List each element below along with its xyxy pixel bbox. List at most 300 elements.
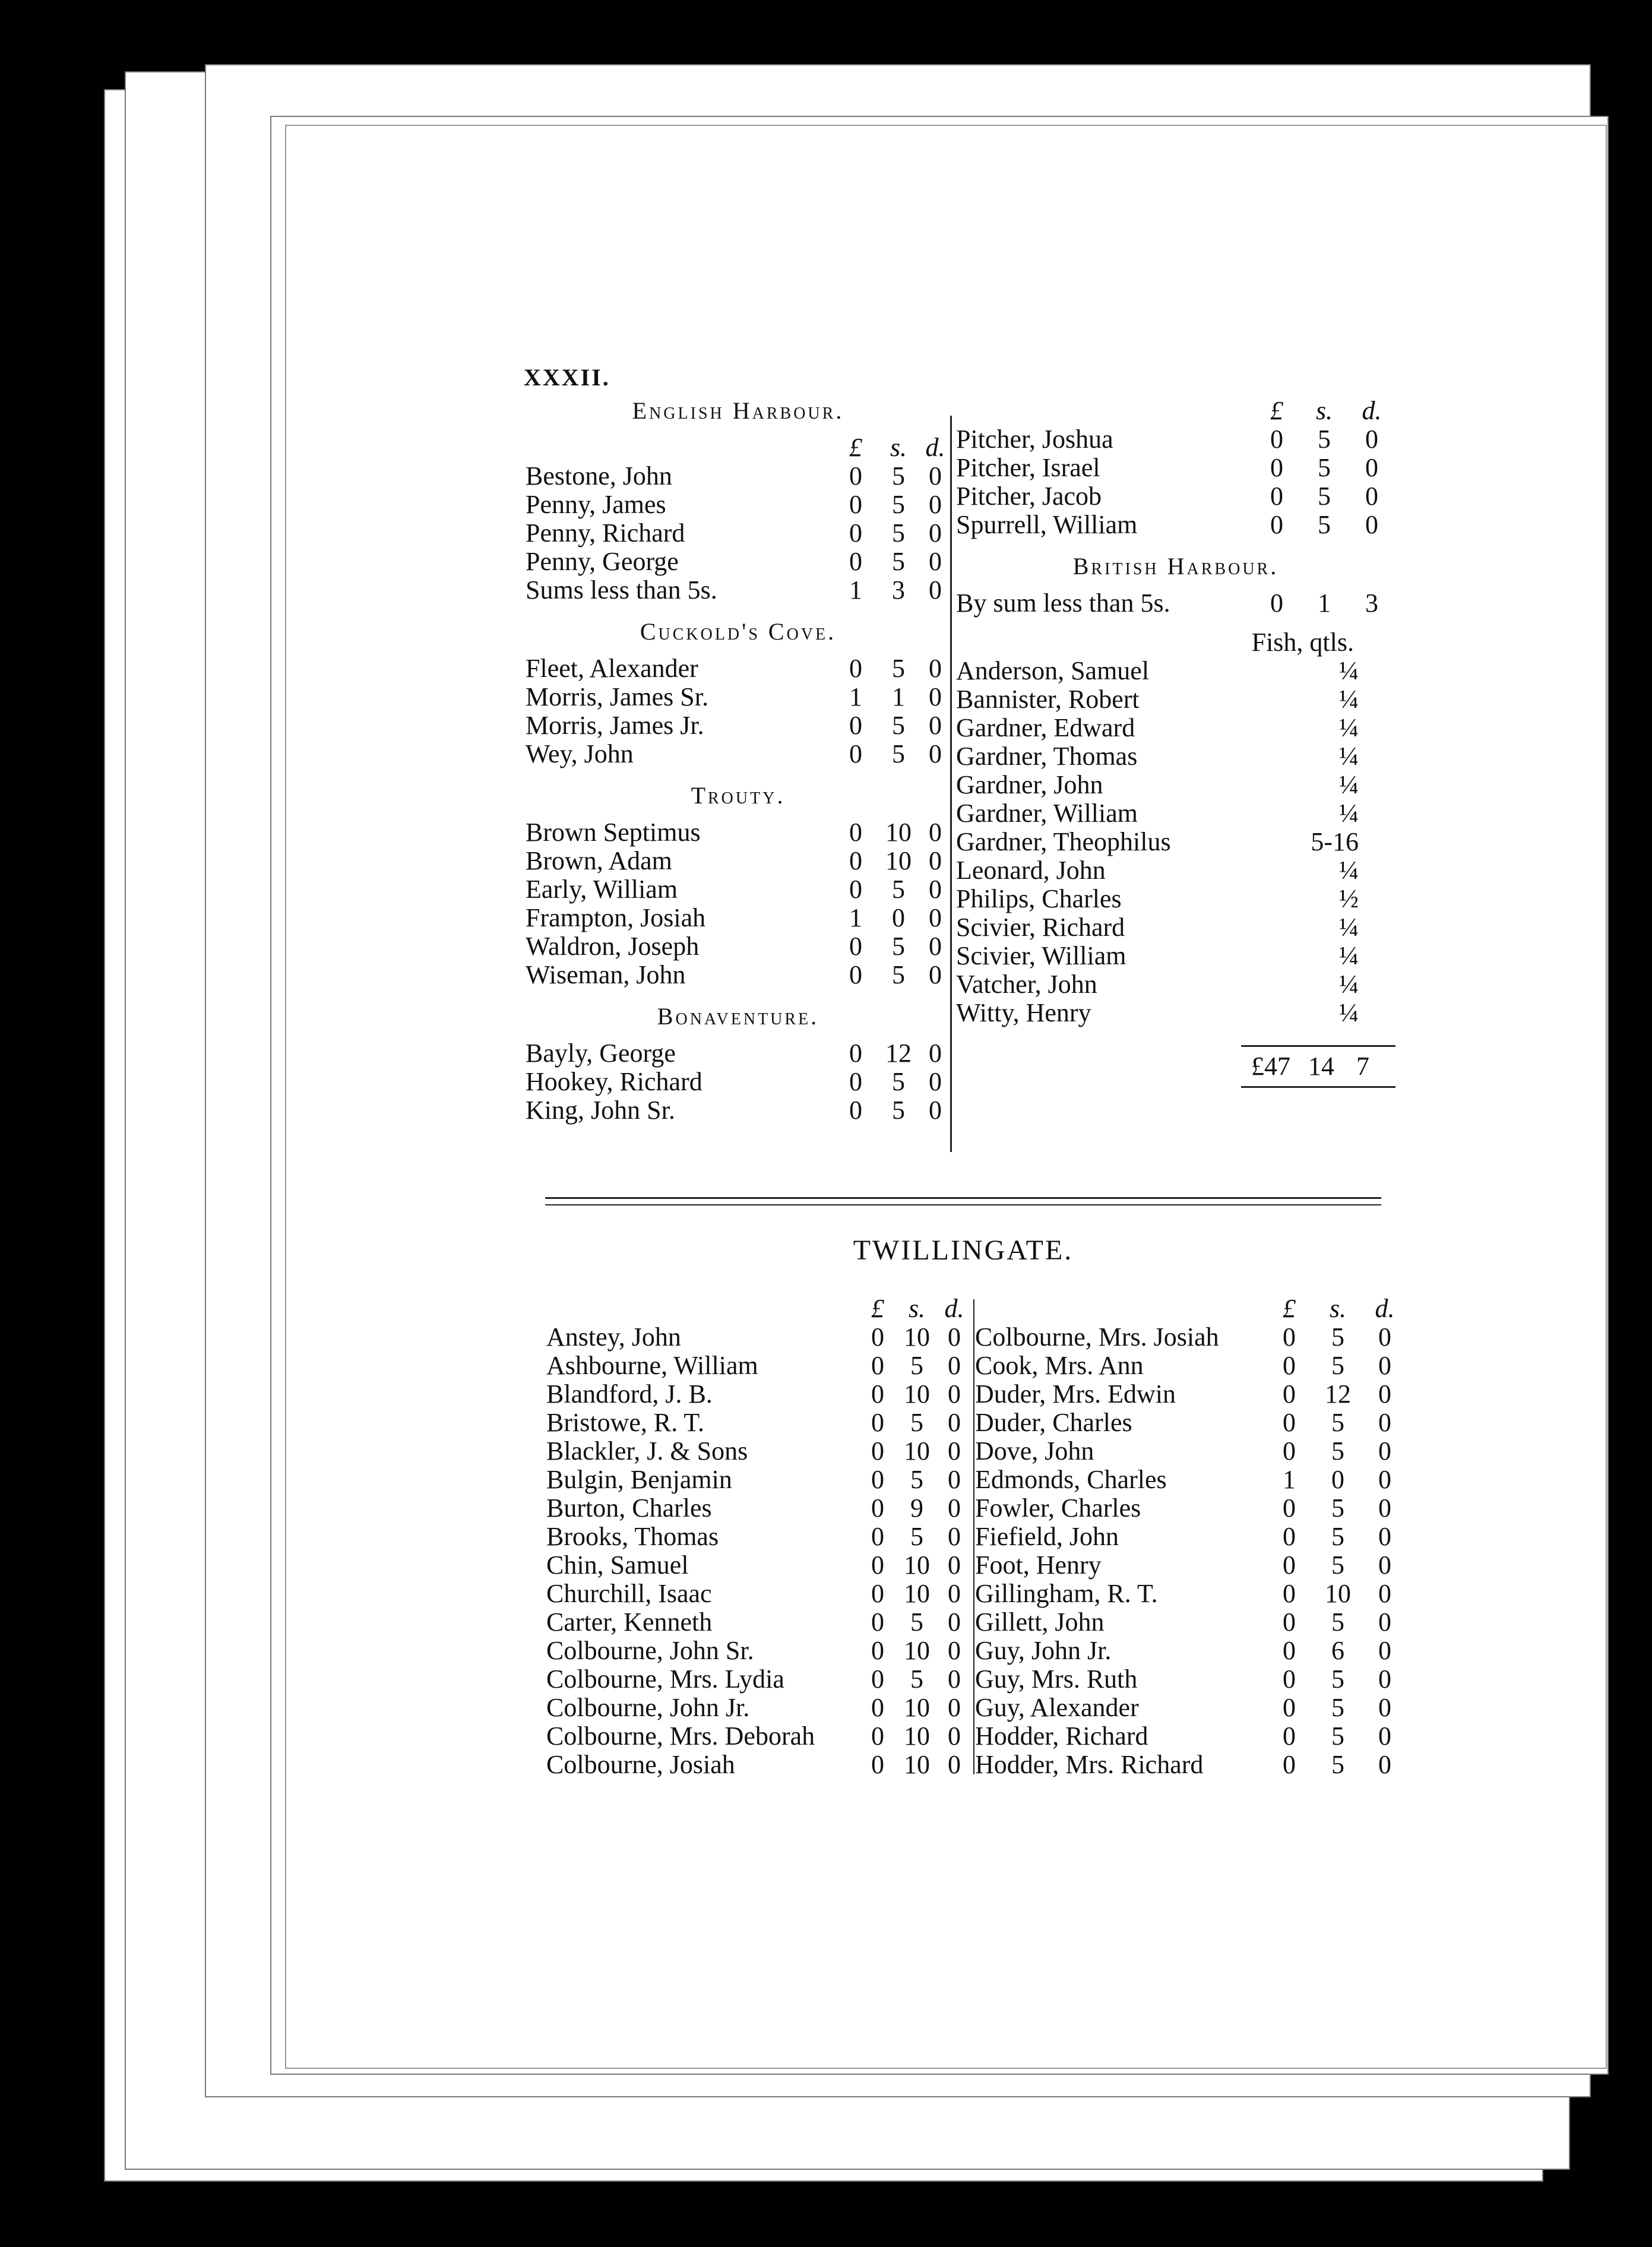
ledger-row bbox=[526, 576, 951, 605]
fish-row bbox=[956, 714, 1395, 742]
subscriber-name: Penny, Richard bbox=[526, 519, 685, 547]
section-heading: Cuckold's Cove. bbox=[640, 618, 837, 645]
subscriber-name: Duder, Charles bbox=[975, 1409, 1132, 1437]
fish-quantity: ¼ bbox=[1339, 913, 1359, 942]
ledger-row bbox=[975, 1608, 1407, 1637]
amount-shillings: 5 bbox=[892, 875, 905, 904]
amount-shillings: 1 bbox=[892, 682, 905, 711]
subscriber-name: Gardner, Theophilus bbox=[956, 828, 1171, 856]
amount-shillings: 0 bbox=[892, 903, 905, 932]
subscriber-name: Pitcher, Israel bbox=[956, 454, 1100, 482]
amount-pence: 0 bbox=[1365, 482, 1378, 511]
subscriber-name: Colbourne, John Jr. bbox=[546, 1694, 750, 1722]
amount-shillings: 5 bbox=[892, 547, 905, 576]
subscriber-name: Early, William bbox=[526, 875, 678, 904]
unit-pence: d. bbox=[1362, 396, 1382, 425]
amount-pounds: 0 bbox=[1283, 1550, 1296, 1580]
ledger-row bbox=[526, 519, 951, 547]
subscriber-name: Edmonds, Charles bbox=[975, 1466, 1167, 1494]
amount-pounds: 0 bbox=[871, 1408, 884, 1437]
amount-pounds: 0 bbox=[849, 1096, 862, 1125]
amount-pounds: 0 bbox=[871, 1465, 884, 1494]
amount-shillings: 5 bbox=[1331, 1750, 1344, 1779]
amount-shillings: 5 bbox=[910, 1408, 923, 1437]
twillingate-right-column bbox=[975, 1295, 1407, 1779]
amount-pence: 0 bbox=[929, 1067, 942, 1096]
subscriber-name: Colbourne, Mrs. Deborah bbox=[546, 1722, 815, 1751]
amount-pence: 0 bbox=[929, 490, 942, 519]
ledger-row bbox=[546, 1494, 972, 1523]
subscriber-name: Hookey, Richard bbox=[526, 1068, 702, 1096]
amount-pounds: 0 bbox=[849, 654, 862, 683]
total-pounds: £47 bbox=[1251, 1052, 1290, 1081]
amount-pence: 0 bbox=[929, 1096, 942, 1125]
ledger-row bbox=[526, 740, 951, 768]
fish-quantity: ¼ bbox=[1339, 998, 1359, 1027]
amount-shillings: 10 bbox=[904, 1579, 930, 1608]
amount-pounds: 1 bbox=[849, 682, 862, 711]
amount-pounds: 0 bbox=[871, 1322, 884, 1352]
subscriber-name: Anderson, Samuel bbox=[956, 657, 1150, 685]
amount-shillings: 5 bbox=[892, 960, 905, 989]
amount-pence: 0 bbox=[1378, 1379, 1391, 1409]
amount-pounds: 1 bbox=[849, 575, 862, 605]
ledger-row bbox=[975, 1352, 1407, 1380]
amount-shillings: 12 bbox=[1325, 1379, 1351, 1409]
amount-pence: 0 bbox=[1378, 1750, 1391, 1779]
upper-left-column bbox=[526, 397, 951, 1125]
amount-pounds: 0 bbox=[871, 1579, 884, 1608]
fish-row bbox=[956, 799, 1395, 828]
amount-pounds: 0 bbox=[871, 1693, 884, 1722]
subscriber-name: Penny, James bbox=[526, 490, 666, 519]
amount-shillings: 5 bbox=[1331, 1522, 1344, 1551]
subscriber-name: Churchill, Isaac bbox=[546, 1580, 712, 1608]
fish-quintals-label: Fish, qtls. bbox=[1251, 628, 1354, 657]
amount-shillings: 5 bbox=[1331, 1436, 1344, 1466]
unit-pounds: £ bbox=[1270, 396, 1283, 425]
amount-pounds: 0 bbox=[871, 1664, 884, 1694]
amount-shillings: 5 bbox=[1318, 510, 1331, 539]
ledger-row bbox=[546, 1323, 972, 1352]
unit-shillings: s. bbox=[908, 1294, 926, 1323]
amount-pounds: 0 bbox=[849, 711, 862, 740]
ledger-row bbox=[526, 847, 951, 875]
ledger-row bbox=[526, 1068, 951, 1096]
ledger-row bbox=[956, 511, 1395, 539]
amount-shillings: 5 bbox=[910, 1607, 923, 1637]
fish-row bbox=[956, 828, 1395, 856]
amount-pence: 0 bbox=[1378, 1436, 1391, 1466]
fish-row bbox=[956, 856, 1395, 885]
subscriber-name: Morris, James Jr. bbox=[526, 711, 704, 740]
amount-shillings: 10 bbox=[904, 1436, 930, 1466]
amount-pounds: 0 bbox=[1283, 1664, 1296, 1694]
amount-pence: 0 bbox=[948, 1493, 961, 1523]
fish-quantity: ¼ bbox=[1339, 941, 1359, 970]
amount-shillings: 5 bbox=[1331, 1550, 1344, 1580]
fish-quantity: ¼ bbox=[1339, 856, 1359, 885]
subscriber-name: Colbourne, John Sr. bbox=[546, 1637, 754, 1665]
amount-pounds: 0 bbox=[849, 739, 862, 768]
subscriber-name: Pitcher, Joshua bbox=[956, 425, 1113, 454]
ledger-row bbox=[975, 1323, 1407, 1352]
subscriber-name: Bannister, Robert bbox=[956, 685, 1140, 714]
amount-pounds: 0 bbox=[1283, 1607, 1296, 1637]
subscriber-name: Cook, Mrs. Ann bbox=[975, 1352, 1144, 1380]
amount-shillings: 5 bbox=[1331, 1721, 1344, 1751]
ledger-row bbox=[975, 1665, 1407, 1694]
subscriber-name: Chin, Samuel bbox=[546, 1551, 689, 1580]
ledger-row bbox=[546, 1380, 972, 1409]
amount-shillings: 5 bbox=[892, 461, 905, 490]
column-divider bbox=[950, 416, 952, 1152]
ledger-row bbox=[546, 1608, 972, 1637]
ledger-row bbox=[546, 1694, 972, 1722]
amount-shillings: 5 bbox=[1318, 453, 1331, 482]
amount-shillings: 10 bbox=[904, 1693, 930, 1722]
subscriber-name: Carter, Kenneth bbox=[546, 1608, 713, 1637]
subscriber-name: Foot, Henry bbox=[975, 1551, 1102, 1580]
subscriber-name: Spurrell, William bbox=[956, 511, 1138, 539]
amount-shillings: 5 bbox=[892, 654, 905, 683]
fish-row bbox=[956, 970, 1395, 999]
fish-row bbox=[956, 685, 1395, 714]
amount-pounds: 0 bbox=[871, 1351, 884, 1380]
amount-pence: 0 bbox=[948, 1522, 961, 1551]
fish-row bbox=[956, 999, 1395, 1027]
amount-shillings: 3 bbox=[892, 575, 905, 605]
ledger-row bbox=[546, 1722, 972, 1751]
amount-pounds: 0 bbox=[871, 1636, 884, 1665]
subscriber-name: Burton, Charles bbox=[546, 1494, 712, 1523]
ledger-row bbox=[975, 1523, 1407, 1551]
amount-shillings: 10 bbox=[885, 818, 912, 847]
amount-pounds: 0 bbox=[849, 518, 862, 547]
section-rule-top bbox=[545, 1197, 1381, 1199]
ledger-row bbox=[526, 932, 951, 961]
amount-pounds: 0 bbox=[1270, 425, 1283, 454]
amount-shillings: 5 bbox=[910, 1664, 923, 1694]
unit-shillings: s. bbox=[1329, 1294, 1347, 1323]
amount-pence: 0 bbox=[1378, 1721, 1391, 1751]
amount-pence: 0 bbox=[1378, 1408, 1391, 1437]
unit-pounds: £ bbox=[849, 433, 862, 462]
amount-pounds: 0 bbox=[1283, 1579, 1296, 1608]
amount-pounds: 0 bbox=[1283, 1493, 1296, 1523]
amount-pence: 0 bbox=[1378, 1579, 1391, 1608]
amount-pounds: 0 bbox=[1283, 1436, 1296, 1466]
amount-pounds: 0 bbox=[849, 490, 862, 519]
ledger-row bbox=[526, 654, 951, 683]
unit-shillings: s. bbox=[890, 433, 907, 462]
amount-pounds: 0 bbox=[849, 1067, 862, 1096]
amount-shillings: 5 bbox=[892, 518, 905, 547]
amount-pence: 0 bbox=[929, 960, 942, 989]
subscriber-name: Anstey, John bbox=[546, 1323, 681, 1352]
ledger-row bbox=[975, 1551, 1407, 1580]
ledger-row bbox=[975, 1722, 1407, 1751]
ledger-row bbox=[526, 818, 951, 847]
page-number: XXXII. bbox=[524, 364, 610, 391]
twillingate-divider bbox=[973, 1299, 974, 1774]
amount-shillings: 5 bbox=[1331, 1322, 1344, 1352]
subscriber-name: Dove, John bbox=[975, 1437, 1094, 1466]
amount-shillings: 10 bbox=[904, 1636, 930, 1665]
amount-shillings: 10 bbox=[904, 1379, 930, 1409]
subscriber-name: Brown Septimus bbox=[526, 818, 701, 847]
subscriber-name: Wiseman, John bbox=[526, 961, 686, 989]
amount-shillings: 5 bbox=[892, 711, 905, 740]
fish-quantity: ¼ bbox=[1339, 685, 1359, 714]
amount-pence: 0 bbox=[929, 575, 942, 605]
subscriber-name: Witty, Henry bbox=[956, 999, 1091, 1027]
subscriber-name: Sums less than 5s. bbox=[526, 576, 717, 605]
ledger-row bbox=[546, 1751, 972, 1779]
ledger-row bbox=[526, 961, 951, 989]
fish-row bbox=[956, 942, 1395, 970]
subscriber-name: Gardner, John bbox=[956, 771, 1103, 799]
amount-shillings: 10 bbox=[904, 1721, 930, 1751]
subscriber-name: Colbourne, Josiah bbox=[546, 1751, 735, 1779]
amount-pounds: 0 bbox=[849, 846, 862, 875]
ledger-row bbox=[975, 1751, 1407, 1779]
amount-pence: 0 bbox=[929, 818, 942, 847]
amount-pence: 0 bbox=[1365, 425, 1378, 454]
amount-pence: 0 bbox=[1378, 1351, 1391, 1380]
subscriber-name: Ashbourne, William bbox=[546, 1352, 758, 1380]
amount-shillings: 5 bbox=[1331, 1607, 1344, 1637]
amount-pence: 0 bbox=[1365, 453, 1378, 482]
amount-pence: 0 bbox=[948, 1550, 961, 1580]
amount-shillings: 5 bbox=[910, 1465, 923, 1494]
amount-shillings: 10 bbox=[904, 1322, 930, 1352]
fish-row bbox=[956, 771, 1395, 799]
units-header bbox=[526, 433, 951, 462]
amount-pence: 0 bbox=[948, 1322, 961, 1352]
amount-pounds: 0 bbox=[849, 1039, 862, 1068]
amount-pence: 0 bbox=[929, 518, 942, 547]
amount-shillings: 9 bbox=[910, 1493, 923, 1523]
amount-pounds: 0 bbox=[1283, 1408, 1296, 1437]
subscriber-name: Duder, Mrs. Edwin bbox=[975, 1380, 1176, 1409]
section-heading: Trouty. bbox=[691, 782, 786, 809]
amount-shillings: 12 bbox=[885, 1039, 912, 1068]
subscriber-name: King, John Sr. bbox=[526, 1096, 675, 1125]
subscriber-name: Gardner, Thomas bbox=[956, 742, 1138, 771]
fish-quantity: ¼ bbox=[1339, 970, 1359, 999]
amount-pence: 0 bbox=[1378, 1664, 1391, 1694]
amount-pounds: 0 bbox=[871, 1550, 884, 1580]
fish-row bbox=[956, 742, 1395, 771]
fish-quantity: ½ bbox=[1339, 884, 1359, 913]
amount-pounds: 0 bbox=[871, 1721, 884, 1751]
subscriber-name: Fowler, Charles bbox=[975, 1494, 1141, 1523]
amount-shillings: 10 bbox=[904, 1550, 930, 1580]
fish-header bbox=[956, 628, 1395, 657]
total-pence: 7 bbox=[1356, 1052, 1369, 1081]
total-row bbox=[1241, 1045, 1395, 1088]
amount-pence: 0 bbox=[929, 846, 942, 875]
amount-pence: 0 bbox=[948, 1465, 961, 1494]
ledger-row bbox=[975, 1466, 1407, 1494]
fish-row bbox=[956, 913, 1395, 942]
subscriber-name: Blandford, J. B. bbox=[546, 1380, 713, 1409]
ledger-row bbox=[526, 547, 951, 576]
subscriber-name: Brown, Adam bbox=[526, 847, 672, 875]
fish-row bbox=[956, 657, 1395, 685]
ledger-row bbox=[546, 1409, 972, 1437]
subscriber-name: Wey, John bbox=[526, 740, 634, 768]
ledger-row bbox=[975, 1580, 1407, 1608]
section-heading: English Harbour. bbox=[632, 397, 844, 424]
amount-pounds: 0 bbox=[1270, 453, 1283, 482]
amount-pence: 0 bbox=[948, 1351, 961, 1380]
upper-right-column bbox=[956, 397, 1395, 1088]
amount-pounds: 0 bbox=[1283, 1351, 1296, 1380]
fish-quantity: ¼ bbox=[1339, 770, 1359, 799]
subscriber-name: Bristowe, R. T. bbox=[546, 1409, 705, 1437]
ledger-row bbox=[975, 1409, 1407, 1437]
amount-shillings: 5 bbox=[910, 1522, 923, 1551]
subscriber-name: Bestone, John bbox=[526, 462, 672, 490]
amount-shillings: 5 bbox=[892, 1067, 905, 1096]
amount-pounds: 0 bbox=[1283, 1322, 1296, 1352]
subscriber-name: Pitcher, Jacob bbox=[956, 482, 1102, 511]
amount-pounds: 0 bbox=[871, 1750, 884, 1779]
ledger-row bbox=[546, 1523, 972, 1551]
subscriber-name: Leonard, John bbox=[956, 856, 1106, 885]
subscriber-name: Scivier, Richard bbox=[956, 913, 1125, 942]
amount-pounds: 0 bbox=[871, 1436, 884, 1466]
ledger-row bbox=[956, 425, 1395, 454]
unit-pounds: £ bbox=[871, 1294, 884, 1323]
amount-pence: 0 bbox=[1378, 1322, 1391, 1352]
ledger-row bbox=[546, 1437, 972, 1466]
ledger-row bbox=[526, 875, 951, 904]
section-heading: Bonaventure. bbox=[657, 1003, 819, 1030]
fish-quantity: ¼ bbox=[1339, 713, 1359, 742]
amount-pounds: 0 bbox=[1270, 482, 1283, 511]
amount-pence: 0 bbox=[948, 1636, 961, 1665]
subscriber-name: Morris, James Sr. bbox=[526, 683, 708, 711]
amount-pence: 0 bbox=[929, 932, 942, 961]
subscriber-name: Gardner, William bbox=[956, 799, 1138, 828]
amount-pence: 0 bbox=[1378, 1607, 1391, 1637]
units-header bbox=[975, 1295, 1407, 1323]
amount-shillings: 10 bbox=[904, 1750, 930, 1779]
amount-pence: 0 bbox=[1378, 1550, 1391, 1580]
amount-pence: 0 bbox=[929, 739, 942, 768]
amount-pence: 0 bbox=[929, 1039, 942, 1068]
fish-quantity: 5-16 bbox=[1311, 827, 1359, 856]
subscriber-name: Hodder, Richard bbox=[975, 1722, 1148, 1751]
amount-pence: 0 bbox=[948, 1750, 961, 1779]
subscriber-name: Scivier, William bbox=[956, 942, 1126, 970]
ledger-row bbox=[546, 1665, 972, 1694]
ledger-row bbox=[546, 1466, 972, 1494]
amount-pence: 3 bbox=[1365, 588, 1378, 618]
amount-pence: 0 bbox=[929, 903, 942, 932]
section-rule-bottom bbox=[545, 1204, 1381, 1205]
subscriber-name: Frampton, Josiah bbox=[526, 904, 706, 932]
ledger-row bbox=[546, 1551, 972, 1580]
subscriber-name: By sum less than 5s. bbox=[956, 589, 1170, 618]
amount-pounds: 0 bbox=[849, 875, 862, 904]
subscriber-name: Brooks, Thomas bbox=[546, 1523, 719, 1551]
amount-pounds: 0 bbox=[1270, 510, 1283, 539]
fish-row bbox=[956, 885, 1395, 913]
amount-shillings: 5 bbox=[1331, 1408, 1344, 1437]
amount-shillings: 5 bbox=[892, 1096, 905, 1125]
subscriber-name: Waldron, Joseph bbox=[526, 932, 700, 961]
ledger-row bbox=[975, 1694, 1407, 1722]
amount-shillings: 10 bbox=[885, 846, 912, 875]
ledger-row bbox=[975, 1494, 1407, 1523]
unit-pounds: £ bbox=[1283, 1294, 1296, 1323]
amount-pence: 0 bbox=[948, 1721, 961, 1751]
amount-shillings: 6 bbox=[1331, 1636, 1344, 1665]
amount-pounds: 0 bbox=[1283, 1379, 1296, 1409]
amount-pence: 0 bbox=[929, 711, 942, 740]
ledger-row bbox=[956, 482, 1395, 511]
amount-pounds: 1 bbox=[849, 903, 862, 932]
unit-pence: d. bbox=[1375, 1294, 1395, 1323]
amount-pounds: 0 bbox=[1283, 1750, 1296, 1779]
unit-pence: d. bbox=[925, 433, 945, 462]
ledger-row bbox=[526, 1096, 951, 1125]
subscriber-name: Vatcher, John bbox=[956, 970, 1097, 999]
ledger-row bbox=[546, 1352, 972, 1380]
amount-shillings: 0 bbox=[1331, 1465, 1344, 1494]
amount-pence: 0 bbox=[948, 1379, 961, 1409]
amount-pence: 0 bbox=[948, 1607, 961, 1637]
amount-pence: 0 bbox=[948, 1579, 961, 1608]
amount-pence: 0 bbox=[948, 1664, 961, 1694]
fish-quantity: ¼ bbox=[1339, 799, 1359, 828]
amount-pounds: 0 bbox=[871, 1522, 884, 1551]
ledger-row bbox=[526, 490, 951, 519]
subscriber-name: Colbourne, Mrs. Lydia bbox=[546, 1665, 784, 1694]
ledger-row bbox=[526, 1039, 951, 1068]
amount-pounds: 0 bbox=[1283, 1721, 1296, 1751]
unit-shillings: s. bbox=[1315, 396, 1333, 425]
amount-pence: 0 bbox=[1378, 1493, 1391, 1523]
amount-shillings: 5 bbox=[892, 739, 905, 768]
amount-pounds: 0 bbox=[849, 932, 862, 961]
amount-shillings: 5 bbox=[1331, 1664, 1344, 1694]
amount-pounds: 0 bbox=[871, 1607, 884, 1637]
amount-pence: 0 bbox=[948, 1436, 961, 1466]
units-header bbox=[546, 1295, 972, 1323]
amount-pence: 0 bbox=[929, 547, 942, 576]
amount-pence: 0 bbox=[1378, 1693, 1391, 1722]
amount-shillings: 5 bbox=[1331, 1351, 1344, 1380]
ledger-row bbox=[526, 683, 951, 711]
subscriber-name: Gillingham, R. T. bbox=[975, 1580, 1158, 1608]
ledger-row bbox=[546, 1637, 972, 1665]
amount-pence: 0 bbox=[1378, 1636, 1391, 1665]
ledger-row bbox=[526, 462, 951, 490]
amount-pounds: 0 bbox=[1283, 1522, 1296, 1551]
subscriber-name: Fleet, Alexander bbox=[526, 654, 698, 683]
amount-shillings: 1 bbox=[1318, 588, 1331, 618]
ledger-row bbox=[956, 589, 1395, 618]
ledger-row bbox=[546, 1580, 972, 1608]
amount-shillings: 5 bbox=[1318, 482, 1331, 511]
subscriber-name: Gillett, John bbox=[975, 1608, 1105, 1637]
subscriber-name: Colbourne, Mrs. Josiah bbox=[975, 1323, 1219, 1352]
